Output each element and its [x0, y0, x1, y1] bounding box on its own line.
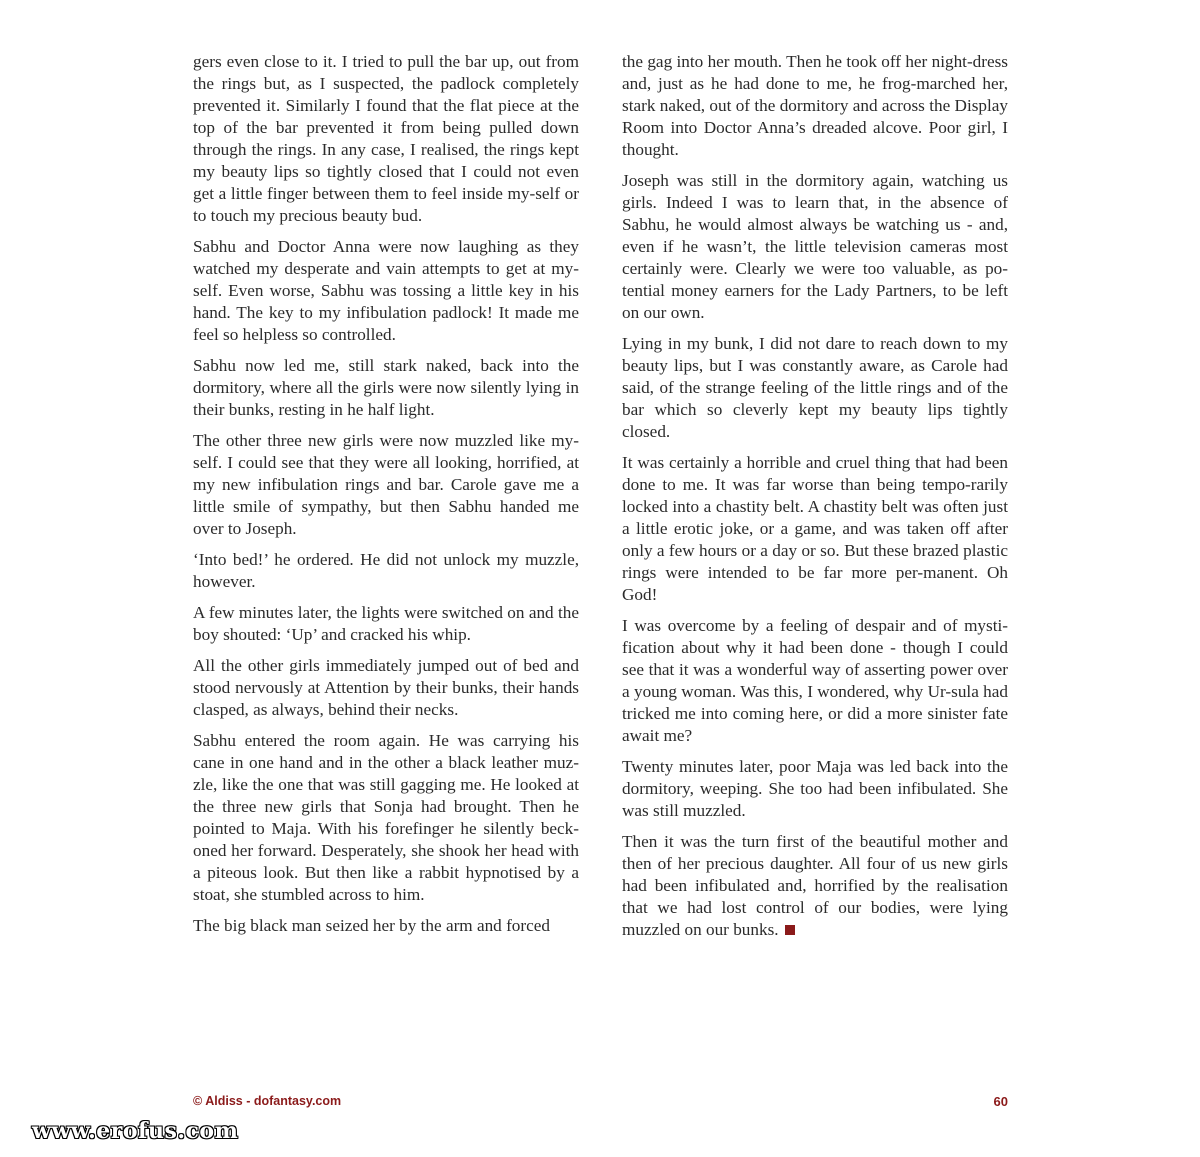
paragraph: It was certainly a horrible and cruel thing that had been done to me. It was far worse than being tempo-rarily locked into a chastity belt. A chastity belt was often just a little erotic joke, or a game, and was taken off after only a few hours or a day or so. But these brazed plastic rings were intended to be far more per-manent. Oh God!: [622, 453, 1008, 604]
paragraph: All the other girls immediately jumped out of bed and stood nervously at Attention by their bunks, their hands clasped, as always, behind their necks.: [193, 656, 579, 719]
paragraph: I was overcome by a feeling of despair and of mysti-fication about why it had been done - though I could see that it was a wonderful way of asserting power over a young woman. Was this, I wondered, why Ur-sula had tricked me into coming here, or did a more sinister fate await me?: [622, 616, 1008, 745]
paragraph: A few minutes later, the lights were switched on and the boy shouted: ‘Up’ and cracked his whip.: [193, 603, 579, 644]
page-number: 60: [993, 1094, 1008, 1109]
right-column: [622, 51, 1008, 950]
paragraph: Sabhu entered the room again. He was carrying his cane in one hand and in the other a black leather muz-zle, like the one that was still gagging me. He looked at the three new girls that Sonja had brought. Then he pointed to Maja. With his forefinger he silently beck-oned her forward. Desperately, she shook her head with a piteous look. But then like a rabbit hypnotised by a stoat, she stumbled across to him.: [193, 731, 579, 904]
paragraph: Lying in my bunk, I did not dare to reach down to my beauty lips, but I was constantly aware, as Carole had said, of the strange feeling of the little rings and of the bar which so cleverly kept my beauty lips tightly closed.: [622, 334, 1008, 441]
paragraph-text: Then it was the turn first of the beautiful mother and then of her precious daughter. All four of us new girls had been infibulated and, horrified by the realisation that we had lost control of our bodies, were lying muzzled on our bunks.: [622, 832, 1008, 939]
paragraph: gers even close to it. I tried to pull the bar up, out from the rings but, as I suspected, the padlock completely prevented it. Similarly I found that the flat piece at the top of the bar prevented it from being pulled down through the rings. In any case, I realised, the rings kept my beauty lips so tightly closed that I could not even get a little finger between them to feel inside my-self or to touch my precious beauty bud.: [193, 52, 579, 225]
paragraph: Joseph was still in the dormitory again, watching us girls. Indeed I was to learn that, in the absence of Sabhu, he would almost always be watching us - and, even if he wasn’t, the little television cameras most certainly were. Clearly we were too valuable, as po-tential money earners for the Lady Partners, to be left on our own.: [622, 171, 1008, 322]
paragraph: ‘Into bed!’ he ordered. He did not unlock my muzzle, however.: [193, 550, 579, 591]
site-watermark: www.erofus.com: [32, 1118, 239, 1144]
paragraph: the gag into her mouth. Then he took off her night-dress and, just as he had done to me, he frog-marched her, stark naked, out of the dormitory and across the Display Room into Doctor Anna’s dreaded alcove. Poor girl, I thought.: [622, 52, 1008, 159]
footer-copyright: © Aldiss - dofantasy.com: [193, 1094, 342, 1108]
paragraph: Sabhu and Doctor Anna were now laughing as they watched my desperate and vain attempts to get at my-self. Even worse, Sabhu was tossing a little key in his hand. The key to my infibulation padlock! It made me feel so helpless so controlled.: [193, 237, 579, 344]
paragraph: Sabhu now led me, still stark naked, back into the dormitory, where all the girls were now silently lying in their bunks, resting in he half light.: [193, 356, 579, 419]
paragraph: The other three new girls were now muzzled like my-self. I could see that they were all looking, horrified, at my new infibulation rings and bar. Carole gave me a little smile of sympathy, but then Sabhu handed me over to Joseph.: [193, 431, 579, 538]
paragraph: Twenty minutes later, poor Maja was led back into the dormitory, weeping. She too had been infibulated. She was still muzzled.: [622, 757, 1008, 820]
last-paragraph: [622, 831, 1008, 941]
left-column: [193, 51, 579, 946]
paragraph: The big black man seized her by the arm and forced: [193, 916, 550, 935]
end-of-article-icon: [785, 925, 795, 935]
